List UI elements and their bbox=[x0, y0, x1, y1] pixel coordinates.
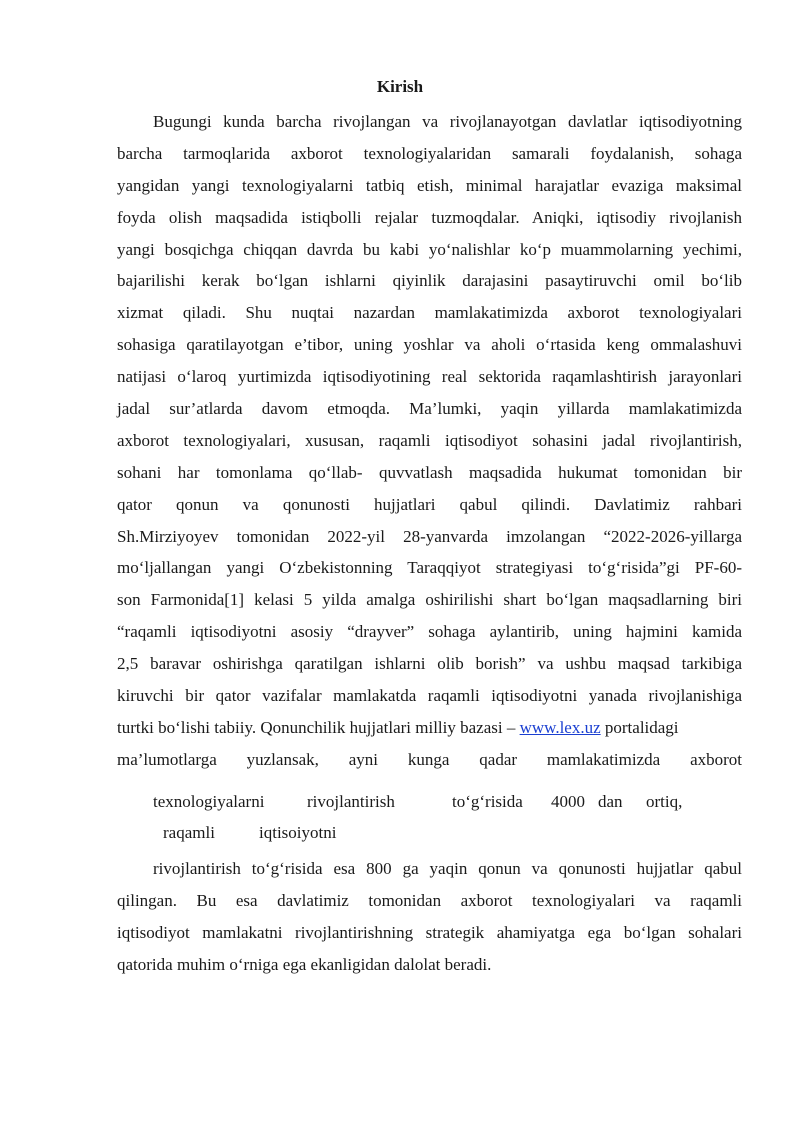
link-suffix-text: portalidagi bbox=[600, 717, 679, 737]
paragraph-line: kiruvchi bir qator vazifalar mamlakatda raqamli iqtisodiyotni yanada rivojlanishiga bbox=[117, 686, 742, 706]
page-heading: Kirish bbox=[376, 77, 424, 96]
fragment-word: rivojlantirish bbox=[307, 792, 395, 811]
paragraph-line: bajarilishi kerak bo‘lgan ishlarni qiyinlik darajasini pasaytiruvchi omil bo‘lib bbox=[117, 271, 742, 291]
paragraph-line: foyda olish maqsadida istiqbolli rejalar tuzmoqdalar. Aniqki, iqtisodiy rivojlanish bbox=[117, 207, 742, 227]
paragraph-line: “raqamli iqtisodiyotni asosiy “drayver” sohaga aylantirib, uning hajmini kamida bbox=[117, 622, 742, 642]
paragraph-line: yangi bosqichga chiqqan davrda bu kabi yo‘nalishlar ko‘p muammolarning yechimi, bbox=[117, 239, 742, 259]
fragment-word: dan bbox=[598, 792, 623, 811]
paragraph-line: qator qonun va qonunosti hujjatlari qabul qilindi. Davlatimiz rahbari bbox=[117, 494, 742, 514]
paragraph-line: axborot texnologiyalari, xususan, raqamli iqtisodiyot sohasini jadal rivojlantirish, bbox=[117, 430, 742, 450]
paragraph-line: qatorida muhim o‘rniga ega ekanligidan dalolat beradi. bbox=[117, 954, 492, 974]
paragraph-line: rivojlantirish to‘g‘risida esa 800 ga yaqin qonun va qonunosti hujjatlar qabul bbox=[153, 859, 742, 878]
fragment-word: texnologiyalarni bbox=[153, 792, 265, 811]
body-paragraph-1 bbox=[117, 106, 742, 776]
link-prefix-text: turtki bo‘lishi tabiiy. Qonunchilik hujjatlari milliy bazasi – bbox=[117, 717, 520, 737]
paragraph-line: qilingan. Bu esa davlatimiz tomonidan axborot texnologiyalari va raqamli bbox=[117, 890, 742, 910]
paragraph-line: 2,5 baravar oshirishga qaratilgan ishlarni olib borish” va ushbu maqsad tarkibiga bbox=[117, 654, 742, 674]
fragment-word: raqamli bbox=[163, 823, 215, 842]
fragment-word: iqtisoiyotni bbox=[259, 823, 337, 842]
paragraph-line: jadal sur’atlarda davom etmoqda. Ma’lumki, yaqin yillarda mamlakatimizda bbox=[117, 399, 742, 419]
fragment-word: to‘g‘risida bbox=[452, 792, 523, 811]
paragraph-line: sohani har tomonlama qo‘llab- quvvatlash maqsadida hukumat tomonidan bir bbox=[117, 462, 742, 482]
paragraph-line-with-link bbox=[117, 712, 742, 744]
paragraph-line: ma’lumotlarga yuzlansak, ayni kunga qadar mamlakatimizda axborot bbox=[117, 749, 742, 769]
paragraph-line: yangidan yangi texnologiyalarni tatbiq etish, minimal harajatlar evaziga maksimal bbox=[117, 175, 742, 195]
paragraph-line: mo‘ljallangan yangi O‘zbekistonning Taraqqiyot strategiyasi to‘g‘risida”gi PF-60- bbox=[117, 558, 742, 578]
paragraph-line: barcha tarmoqlarida axborot texnologiyalaridan samarali foydalanish, sohaga bbox=[117, 143, 742, 163]
fragment-word: 4000 bbox=[551, 792, 585, 811]
lex-uz-link[interactable]: www.lex.uz bbox=[519, 717, 601, 737]
body-paragraph-2 bbox=[117, 853, 742, 981]
paragraph-line: Sh.Mirziyoyev tomonidan 2022-yil 28-yanvarda imzolangan “2022-2026-yillarga bbox=[117, 526, 742, 546]
paragraph-line: xizmat qiladi. Shu nuqtai nazardan mamlakatimizda axborot texnologiyalari bbox=[117, 303, 742, 323]
paragraph-line: natijasi o‘laroq yurtimizda iqtisodiyotining real sektorida raqamlashtirish jarayonlari bbox=[117, 367, 742, 387]
paragraph-line: iqtisodiyot mamlakatni rivojlantirishning strategik ahamiyatga ega bo‘lgan sohalari bbox=[117, 922, 742, 942]
fragment-word: ortiq, bbox=[646, 792, 683, 811]
paragraph-line: sohasiga qaratilayotgan e’tibor, uning yoshlar va aholi o‘rtasida keng ommalashuvi bbox=[117, 335, 742, 355]
paragraph-line: son Farmonida[1] kelasi 5 yilda amalga oshirilishi shart bo‘lgan maqsadlarning biri bbox=[117, 590, 742, 610]
paragraph-line: Bugungi kunda barcha rivojlangan va rivojlanayotgan davlatlar iqtisodiyotning bbox=[153, 112, 742, 131]
